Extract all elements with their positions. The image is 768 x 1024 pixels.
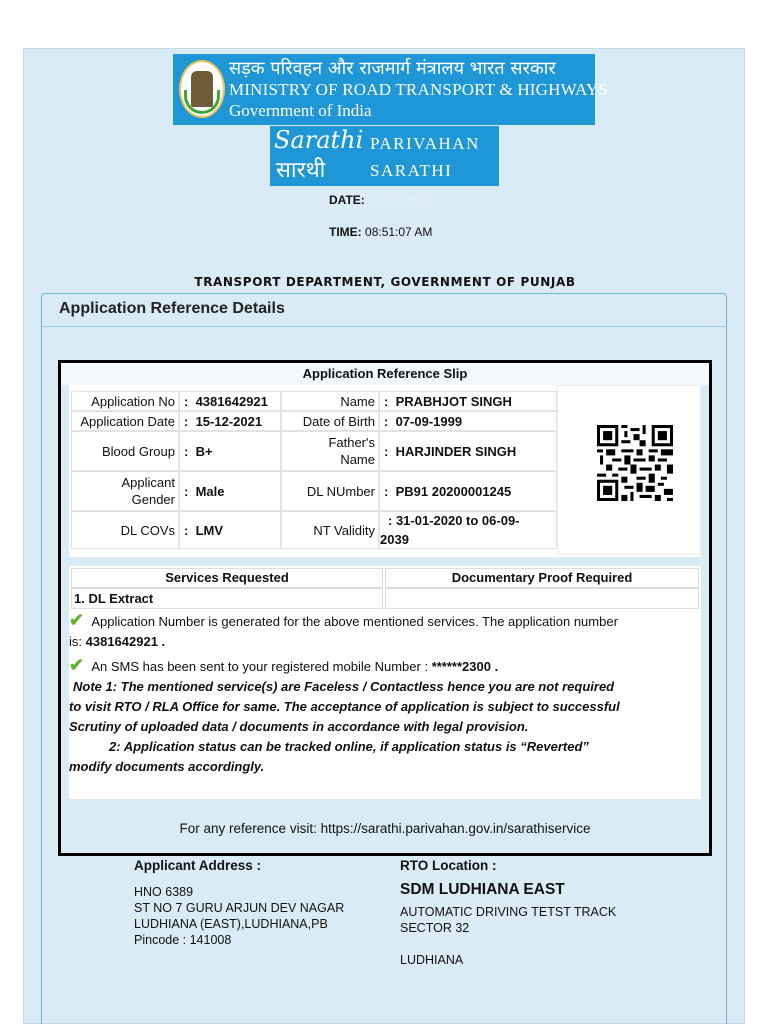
- note-1: Note 1: The mentioned service(s) are Faceless / Contactless hence you are not required to visit RTO / RLA Office for same. The acceptance of application is subject to successful Scrutiny of uploaded data / documents in accordance with legal provision.: [69, 679, 620, 734]
- rto-location-heading: RTO Location :: [400, 858, 497, 873]
- time-line: [329, 225, 432, 239]
- sms-message: ✔ An SMS has been sent to your registered mobile Number : ******2300 .: [69, 655, 499, 675]
- date-label: DATE:: [329, 193, 365, 207]
- date-line: [329, 193, 430, 207]
- applicant-address-heading: Applicant Address :: [134, 858, 262, 873]
- sarathi-logo-hindi: सारथी: [276, 158, 326, 183]
- panel-header: [42, 294, 726, 327]
- applicant-info-table: [69, 385, 701, 557]
- time-value: 08:51:07 AM: [365, 225, 433, 239]
- ministry-english: MINISTRY OF ROAD TRANSPORT & HIGHWAYS: [229, 80, 609, 99]
- name-value: : PRABHJOT SINGH: [379, 391, 557, 411]
- slip-title: Application Reference Slip: [61, 363, 709, 385]
- blood-group-label: Blood Group: [71, 431, 179, 471]
- date-value: 15-12-2021: [368, 193, 430, 207]
- dl-number-value: : PB91 20200001245: [379, 471, 557, 511]
- dob-value: : 07-09-1999: [379, 411, 557, 431]
- dl-covs-label: DL COVs: [71, 511, 179, 549]
- application-no-value: : 4381642921: [179, 391, 281, 411]
- blood-group-value: : B+: [179, 431, 281, 471]
- application-date-value: : 15-12-2021: [179, 411, 281, 431]
- ministry-hindi: सड़क परिवहन और राजमार्ग मंत्रालय भारत सरकार: [229, 58, 556, 79]
- ministry-banner: [173, 54, 609, 125]
- service-item: 1. DL Extract: [71, 588, 383, 609]
- application-date-label: Application Date: [71, 411, 179, 431]
- proof-item: [385, 588, 699, 609]
- qr-code-icon: [597, 425, 673, 501]
- applicant-address: HNO 6389 ST NO 7 GURU ARJUN DEV NAGAR LUDHIANA (EAST),LUDHIANA,PB Pincode : 141008: [134, 885, 345, 947]
- reference-slip: [58, 360, 712, 856]
- nt-validity-value: : 31-01-2020 to 06-09- 2039: [379, 511, 557, 549]
- check-icon: ✔: [69, 655, 85, 675]
- state-emblem-icon: [179, 60, 225, 118]
- check-icon: ✔: [69, 610, 85, 630]
- dob-label: Date of Birth: [281, 411, 379, 431]
- reference-visit-text: For any reference visit: https://sarathi.parivahan.gov.in/sarathiservice: [179, 821, 591, 836]
- panel-title: Application Reference Details: [59, 300, 285, 317]
- gender-value: : Male: [179, 471, 281, 511]
- dl-covs-value: : LMV: [179, 511, 281, 549]
- document-page: [23, 48, 745, 1024]
- application-no-label: Application No: [71, 391, 179, 411]
- services-requested-header: Services Requested: [71, 568, 383, 588]
- gender-label: Applicant Gender: [71, 471, 179, 511]
- time-label: TIME:: [329, 225, 362, 239]
- department-heading: TRANSPORT DEPARTMENT, GOVERNMENT OF PUNJAB: [194, 275, 576, 289]
- dl-number-label: DL NUmber: [281, 471, 379, 511]
- reference-panel: [41, 293, 727, 1024]
- services-section: [69, 566, 701, 799]
- sarathi-logo-english: Sarathi: [274, 126, 364, 154]
- nt-validity-label: NT Validity: [281, 511, 379, 549]
- sarathi-text: SARATHI: [370, 161, 453, 180]
- parivahan-text: PARIVAHAN: [370, 134, 480, 153]
- rto-name: SDM LUDHIANA EAST: [400, 881, 565, 898]
- documentary-proof-header: Documentary Proof Required: [385, 568, 699, 588]
- father-name-label: Father's Name: [281, 431, 379, 471]
- sarathi-banner: [270, 126, 499, 186]
- rto-address: AUTOMATIC DRIVING TETST TRACK SECTOR 32 LUDHIANA: [400, 905, 617, 967]
- application-number-message: ✔ Application Number is generated for the above mentioned services. The application number is: 4381642921 .: [69, 610, 618, 649]
- note-2: 2: Application status can be tracked online, if application status is “Reverted” modify documents accordingly.: [69, 739, 589, 774]
- name-label: Name: [281, 391, 379, 411]
- father-name-value: : HARJINDER SINGH: [379, 431, 557, 471]
- government-of-india: Government of India: [229, 101, 372, 120]
